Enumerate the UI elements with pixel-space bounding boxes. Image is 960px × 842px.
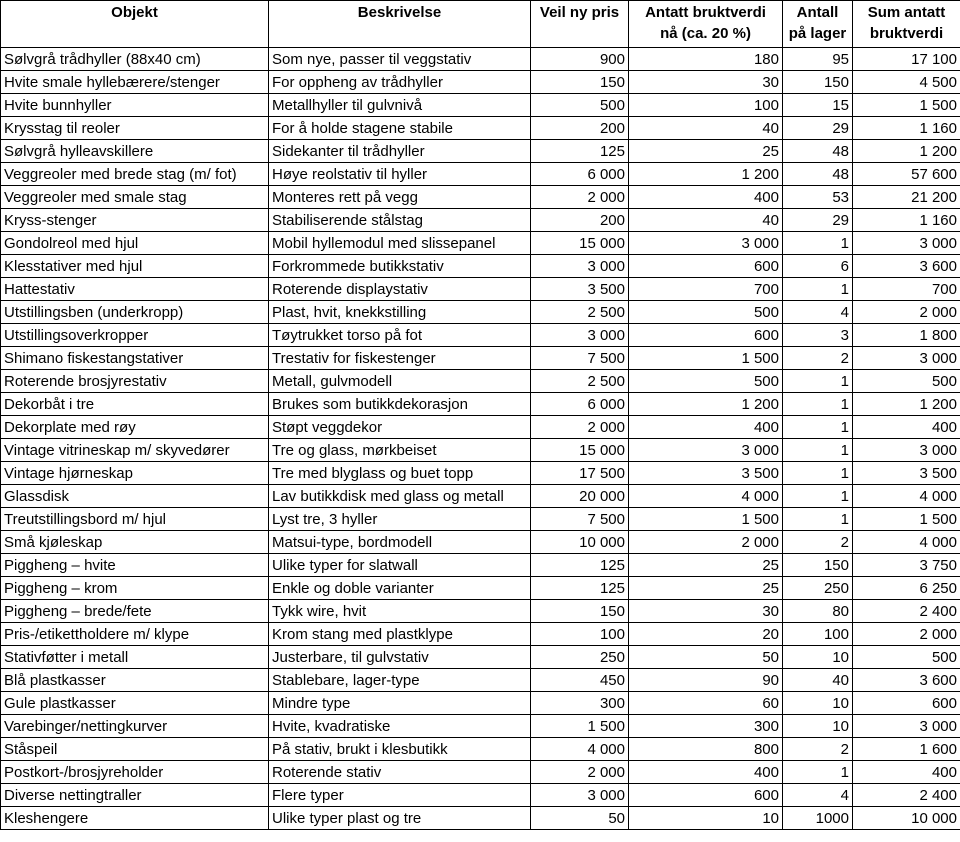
cell-beskrivelse: Matsui-type, bordmodell <box>269 531 531 554</box>
cell-antall: 150 <box>783 71 853 94</box>
table-row <box>1 186 960 209</box>
cell-objekt: Vintage hjørneskap <box>1 462 269 485</box>
cell-antatt-bruktverdi: 25 <box>629 577 783 600</box>
header-beskrivelse: Beskrivelse <box>269 1 531 48</box>
cell-antatt-bruktverdi: 700 <box>629 278 783 301</box>
cell-beskrivelse: For å holde stagene stabile <box>269 117 531 140</box>
cell-antall: 150 <box>783 554 853 577</box>
cell-veil-ny-pris: 150 <box>531 600 629 623</box>
cell-antall: 10 <box>783 646 853 669</box>
cell-beskrivelse: Hvite, kvadratiske <box>269 715 531 738</box>
cell-antatt-bruktverdi: 25 <box>629 554 783 577</box>
cell-antatt-bruktverdi: 600 <box>629 324 783 347</box>
cell-veil-ny-pris: 125 <box>531 140 629 163</box>
cell-antatt-bruktverdi: 90 <box>629 669 783 692</box>
cell-beskrivelse: Sidekanter til trådhyller <box>269 140 531 163</box>
cell-antatt-bruktverdi: 400 <box>629 186 783 209</box>
cell-antall: 4 <box>783 784 853 807</box>
cell-antatt-bruktverdi: 600 <box>629 784 783 807</box>
cell-objekt: Glassdisk <box>1 485 269 508</box>
cell-sum: 700 <box>853 278 960 301</box>
table-row <box>1 738 960 761</box>
cell-beskrivelse: Stabiliserende stålstag <box>269 209 531 232</box>
cell-sum: 3 000 <box>853 232 960 255</box>
cell-beskrivelse: Metallhyller til gulvnivå <box>269 94 531 117</box>
cell-objekt: Klesstativer med hjul <box>1 255 269 278</box>
table-row <box>1 48 960 71</box>
cell-sum: 500 <box>853 646 960 669</box>
table-header <box>1 1 960 48</box>
cell-veil-ny-pris: 15 000 <box>531 439 629 462</box>
cell-antall: 1000 <box>783 807 853 830</box>
cell-antall: 1 <box>783 370 853 393</box>
table-row <box>1 347 960 370</box>
cell-veil-ny-pris: 3 000 <box>531 255 629 278</box>
cell-sum: 1 160 <box>853 117 960 140</box>
cell-antatt-bruktverdi: 25 <box>629 140 783 163</box>
cell-beskrivelse: Enkle og doble varianter <box>269 577 531 600</box>
table-row <box>1 209 960 232</box>
cell-veil-ny-pris: 200 <box>531 117 629 140</box>
cell-objekt: Piggheng – brede/fete <box>1 600 269 623</box>
cell-sum: 2 400 <box>853 784 960 807</box>
cell-veil-ny-pris: 100 <box>531 623 629 646</box>
cell-antatt-bruktverdi: 60 <box>629 692 783 715</box>
cell-sum: 1 200 <box>853 140 960 163</box>
cell-antall: 1 <box>783 761 853 784</box>
cell-objekt: Veggreoler med brede stag (m/ fot) <box>1 163 269 186</box>
cell-objekt: Kryss-stenger <box>1 209 269 232</box>
cell-antatt-bruktverdi: 50 <box>629 646 783 669</box>
cell-objekt: Postkort-/brosjyreholder <box>1 761 269 784</box>
table-row <box>1 715 960 738</box>
cell-sum: 1 200 <box>853 393 960 416</box>
cell-veil-ny-pris: 1 500 <box>531 715 629 738</box>
cell-sum: 3 750 <box>853 554 960 577</box>
cell-objekt: Piggheng – krom <box>1 577 269 600</box>
cell-antall: 6 <box>783 255 853 278</box>
cell-sum: 21 200 <box>853 186 960 209</box>
cell-objekt: Diverse nettingtraller <box>1 784 269 807</box>
cell-antall: 1 <box>783 439 853 462</box>
cell-beskrivelse: Tre og glass, mørkbeiset <box>269 439 531 462</box>
cell-veil-ny-pris: 50 <box>531 807 629 830</box>
cell-objekt: Kleshengere <box>1 807 269 830</box>
cell-sum: 3 000 <box>853 347 960 370</box>
cell-veil-ny-pris: 10 000 <box>531 531 629 554</box>
cell-sum: 4 500 <box>853 71 960 94</box>
table-row <box>1 301 960 324</box>
cell-beskrivelse: Trestativ for fiskestenger <box>269 347 531 370</box>
cell-sum: 57 600 <box>853 163 960 186</box>
cell-antatt-bruktverdi: 600 <box>629 255 783 278</box>
cell-sum: 3 000 <box>853 715 960 738</box>
table-row <box>1 94 960 117</box>
cell-beskrivelse: Forkrommede butikkstativ <box>269 255 531 278</box>
cell-veil-ny-pris: 17 500 <box>531 462 629 485</box>
cell-beskrivelse: Justerbare, til gulvstativ <box>269 646 531 669</box>
cell-beskrivelse: Flere typer <box>269 784 531 807</box>
cell-antall: 53 <box>783 186 853 209</box>
cell-objekt: Blå plastkasser <box>1 669 269 692</box>
cell-antall: 40 <box>783 669 853 692</box>
cell-sum: 400 <box>853 761 960 784</box>
cell-veil-ny-pris: 15 000 <box>531 232 629 255</box>
cell-antall: 250 <box>783 577 853 600</box>
cell-antall: 1 <box>783 278 853 301</box>
cell-antall: 3 <box>783 324 853 347</box>
table-row <box>1 255 960 278</box>
cell-sum: 3 500 <box>853 462 960 485</box>
cell-sum: 2 400 <box>853 600 960 623</box>
cell-sum: 500 <box>853 370 960 393</box>
cell-antall: 10 <box>783 692 853 715</box>
cell-antall: 2 <box>783 347 853 370</box>
cell-sum: 3 600 <box>853 669 960 692</box>
cell-beskrivelse: Krom stang med plastklype <box>269 623 531 646</box>
cell-beskrivelse: Tøytrukket torso på fot <box>269 324 531 347</box>
table-row <box>1 140 960 163</box>
cell-objekt: Utstillingsoverkropper <box>1 324 269 347</box>
table-row <box>1 508 960 531</box>
cell-sum: 6 250 <box>853 577 960 600</box>
cell-sum: 4 000 <box>853 531 960 554</box>
cell-antall: 1 <box>783 508 853 531</box>
cell-beskrivelse: For oppheng av trådhyller <box>269 71 531 94</box>
cell-antatt-bruktverdi: 2 000 <box>629 531 783 554</box>
table-row <box>1 784 960 807</box>
cell-objekt: Sølvgrå trådhyller (88x40 cm) <box>1 48 269 71</box>
cell-antatt-bruktverdi: 100 <box>629 94 783 117</box>
cell-objekt: Dekorplate med røy <box>1 416 269 439</box>
cell-sum: 2 000 <box>853 301 960 324</box>
cell-veil-ny-pris: 125 <box>531 577 629 600</box>
cell-objekt: Sølvgrå hylleavskillere <box>1 140 269 163</box>
cell-veil-ny-pris: 20 000 <box>531 485 629 508</box>
cell-veil-ny-pris: 2 000 <box>531 416 629 439</box>
header-sum-antatt-bruktverdi: Sum antatt bruktverdi <box>853 1 960 48</box>
cell-antall: 10 <box>783 715 853 738</box>
table-row <box>1 416 960 439</box>
cell-objekt: Treutstillingsbord m/ hjul <box>1 508 269 531</box>
cell-veil-ny-pris: 6 000 <box>531 163 629 186</box>
cell-sum: 2 000 <box>853 623 960 646</box>
cell-veil-ny-pris: 3 500 <box>531 278 629 301</box>
header-antall: Antall på lager <box>783 1 853 48</box>
table-row <box>1 117 960 140</box>
cell-antall: 1 <box>783 462 853 485</box>
cell-objekt: Piggheng – hvite <box>1 554 269 577</box>
cell-veil-ny-pris: 4 000 <box>531 738 629 761</box>
cell-objekt: Shimano fiskestangstativer <box>1 347 269 370</box>
table-row <box>1 623 960 646</box>
cell-beskrivelse: Tre med blyglass og buet topp <box>269 462 531 485</box>
cell-beskrivelse: Høye reolstativ til hyller <box>269 163 531 186</box>
cell-veil-ny-pris: 6 000 <box>531 393 629 416</box>
cell-antatt-bruktverdi: 180 <box>629 48 783 71</box>
cell-antall: 1 <box>783 485 853 508</box>
cell-antall: 95 <box>783 48 853 71</box>
table-row <box>1 485 960 508</box>
cell-antall: 1 <box>783 232 853 255</box>
cell-antatt-bruktverdi: 800 <box>629 738 783 761</box>
table-row <box>1 232 960 255</box>
table-row <box>1 531 960 554</box>
cell-sum: 10 000 <box>853 807 960 830</box>
cell-beskrivelse: Stablebare, lager-type <box>269 669 531 692</box>
cell-antatt-bruktverdi: 500 <box>629 301 783 324</box>
cell-objekt: Hattestativ <box>1 278 269 301</box>
cell-antall: 48 <box>783 163 853 186</box>
cell-objekt: Gondolreol med hjul <box>1 232 269 255</box>
cell-beskrivelse: Monteres rett på vegg <box>269 186 531 209</box>
cell-objekt: Krysstag til reoler <box>1 117 269 140</box>
cell-veil-ny-pris: 500 <box>531 94 629 117</box>
cell-beskrivelse: På stativ, brukt i klesbutikk <box>269 738 531 761</box>
cell-beskrivelse: Plast, hvit, knekkstilling <box>269 301 531 324</box>
cell-objekt: Hvite smale hyllebærere/stenger <box>1 71 269 94</box>
cell-veil-ny-pris: 2 500 <box>531 370 629 393</box>
header-antatt-bruktverdi: Antatt bruktverdi nå (ca. 20 %) <box>629 1 783 48</box>
cell-antall: 80 <box>783 600 853 623</box>
cell-sum: 1 500 <box>853 94 960 117</box>
cell-antall: 4 <box>783 301 853 324</box>
cell-antall: 1 <box>783 393 853 416</box>
cell-sum: 600 <box>853 692 960 715</box>
cell-antall: 2 <box>783 738 853 761</box>
cell-veil-ny-pris: 2 000 <box>531 761 629 784</box>
cell-antatt-bruktverdi: 1 500 <box>629 508 783 531</box>
table-body <box>1 48 960 830</box>
table-row <box>1 577 960 600</box>
cell-sum: 1 600 <box>853 738 960 761</box>
cell-antatt-bruktverdi: 1 500 <box>629 347 783 370</box>
cell-antatt-bruktverdi: 500 <box>629 370 783 393</box>
cell-objekt: Varebinger/nettingkurver <box>1 715 269 738</box>
cell-beskrivelse: Lyst tre, 3 hyller <box>269 508 531 531</box>
cell-veil-ny-pris: 3 000 <box>531 324 629 347</box>
cell-objekt: Veggreoler med smale stag <box>1 186 269 209</box>
cell-objekt: Dekorbåt i tre <box>1 393 269 416</box>
cell-antatt-bruktverdi: 30 <box>629 600 783 623</box>
cell-antatt-bruktverdi: 1 200 <box>629 163 783 186</box>
cell-antatt-bruktverdi: 400 <box>629 416 783 439</box>
cell-beskrivelse: Som nye, passer til veggstativ <box>269 48 531 71</box>
cell-antatt-bruktverdi: 3 000 <box>629 232 783 255</box>
cell-antatt-bruktverdi: 10 <box>629 807 783 830</box>
cell-beskrivelse: Støpt veggdekor <box>269 416 531 439</box>
cell-sum: 17 100 <box>853 48 960 71</box>
cell-antatt-bruktverdi: 20 <box>629 623 783 646</box>
cell-antatt-bruktverdi: 300 <box>629 715 783 738</box>
cell-antatt-bruktverdi: 1 200 <box>629 393 783 416</box>
table-row <box>1 163 960 186</box>
cell-beskrivelse: Tykk wire, hvit <box>269 600 531 623</box>
cell-beskrivelse: Roterende stativ <box>269 761 531 784</box>
cell-beskrivelse: Lav butikkdisk med glass og metall <box>269 485 531 508</box>
cell-veil-ny-pris: 2 500 <box>531 301 629 324</box>
cell-veil-ny-pris: 2 000 <box>531 186 629 209</box>
cell-antall: 15 <box>783 94 853 117</box>
cell-sum: 4 000 <box>853 485 960 508</box>
cell-antall: 29 <box>783 209 853 232</box>
header-veil-ny-pris: Veil ny pris <box>531 1 629 48</box>
cell-objekt: Stativføtter i metall <box>1 646 269 669</box>
cell-sum: 1 800 <box>853 324 960 347</box>
table-row <box>1 324 960 347</box>
cell-beskrivelse: Ulike typer plast og tre <box>269 807 531 830</box>
cell-beskrivelse: Roterende displaystativ <box>269 278 531 301</box>
cell-veil-ny-pris: 250 <box>531 646 629 669</box>
cell-veil-ny-pris: 150 <box>531 71 629 94</box>
cell-beskrivelse: Mindre type <box>269 692 531 715</box>
cell-antall: 2 <box>783 531 853 554</box>
table-row <box>1 692 960 715</box>
cell-sum: 1 160 <box>853 209 960 232</box>
cell-objekt: Roterende brosjyrestativ <box>1 370 269 393</box>
table-row <box>1 462 960 485</box>
cell-veil-ny-pris: 7 500 <box>531 508 629 531</box>
table-row <box>1 71 960 94</box>
cell-antall: 29 <box>783 117 853 140</box>
cell-objekt: Utstillingsben (underkropp) <box>1 301 269 324</box>
cell-veil-ny-pris: 450 <box>531 669 629 692</box>
cell-antatt-bruktverdi: 400 <box>629 761 783 784</box>
cell-beskrivelse: Mobil hyllemodul med slissepanel <box>269 232 531 255</box>
cell-antall: 1 <box>783 416 853 439</box>
table-row <box>1 646 960 669</box>
cell-objekt: Gule plastkasser <box>1 692 269 715</box>
cell-objekt: Hvite bunnhyller <box>1 94 269 117</box>
cell-sum: 3 000 <box>853 439 960 462</box>
cell-veil-ny-pris: 300 <box>531 692 629 715</box>
table-row <box>1 439 960 462</box>
cell-antatt-bruktverdi: 3 500 <box>629 462 783 485</box>
cell-objekt: Små kjøleskap <box>1 531 269 554</box>
cell-sum: 1 500 <box>853 508 960 531</box>
cell-beskrivelse: Metall, gulvmodell <box>269 370 531 393</box>
cell-veil-ny-pris: 3 000 <box>531 784 629 807</box>
table-row <box>1 554 960 577</box>
cell-veil-ny-pris: 7 500 <box>531 347 629 370</box>
cell-antall: 100 <box>783 623 853 646</box>
cell-beskrivelse: Ulike typer for slatwall <box>269 554 531 577</box>
cell-objekt: Pris-/etikettholdere m/ klype <box>1 623 269 646</box>
table-row <box>1 278 960 301</box>
cell-antatt-bruktverdi: 30 <box>629 71 783 94</box>
table-row <box>1 669 960 692</box>
header-row <box>1 1 960 48</box>
table-row <box>1 807 960 830</box>
cell-beskrivelse: Brukes som butikkdekorasjon <box>269 393 531 416</box>
cell-veil-ny-pris: 900 <box>531 48 629 71</box>
cell-antatt-bruktverdi: 40 <box>629 209 783 232</box>
cell-objekt: Vintage vitrineskap m/ skyvedører <box>1 439 269 462</box>
table-row <box>1 393 960 416</box>
table-row <box>1 370 960 393</box>
cell-antatt-bruktverdi: 40 <box>629 117 783 140</box>
cell-antatt-bruktverdi: 4 000 <box>629 485 783 508</box>
cell-sum: 3 600 <box>853 255 960 278</box>
table-row <box>1 761 960 784</box>
cell-sum: 400 <box>853 416 960 439</box>
cell-objekt: Ståspeil <box>1 738 269 761</box>
cell-veil-ny-pris: 200 <box>531 209 629 232</box>
table-row <box>1 600 960 623</box>
header-objekt: Objekt <box>1 1 269 48</box>
cell-antall: 48 <box>783 140 853 163</box>
cell-veil-ny-pris: 125 <box>531 554 629 577</box>
cell-antatt-bruktverdi: 3 000 <box>629 439 783 462</box>
